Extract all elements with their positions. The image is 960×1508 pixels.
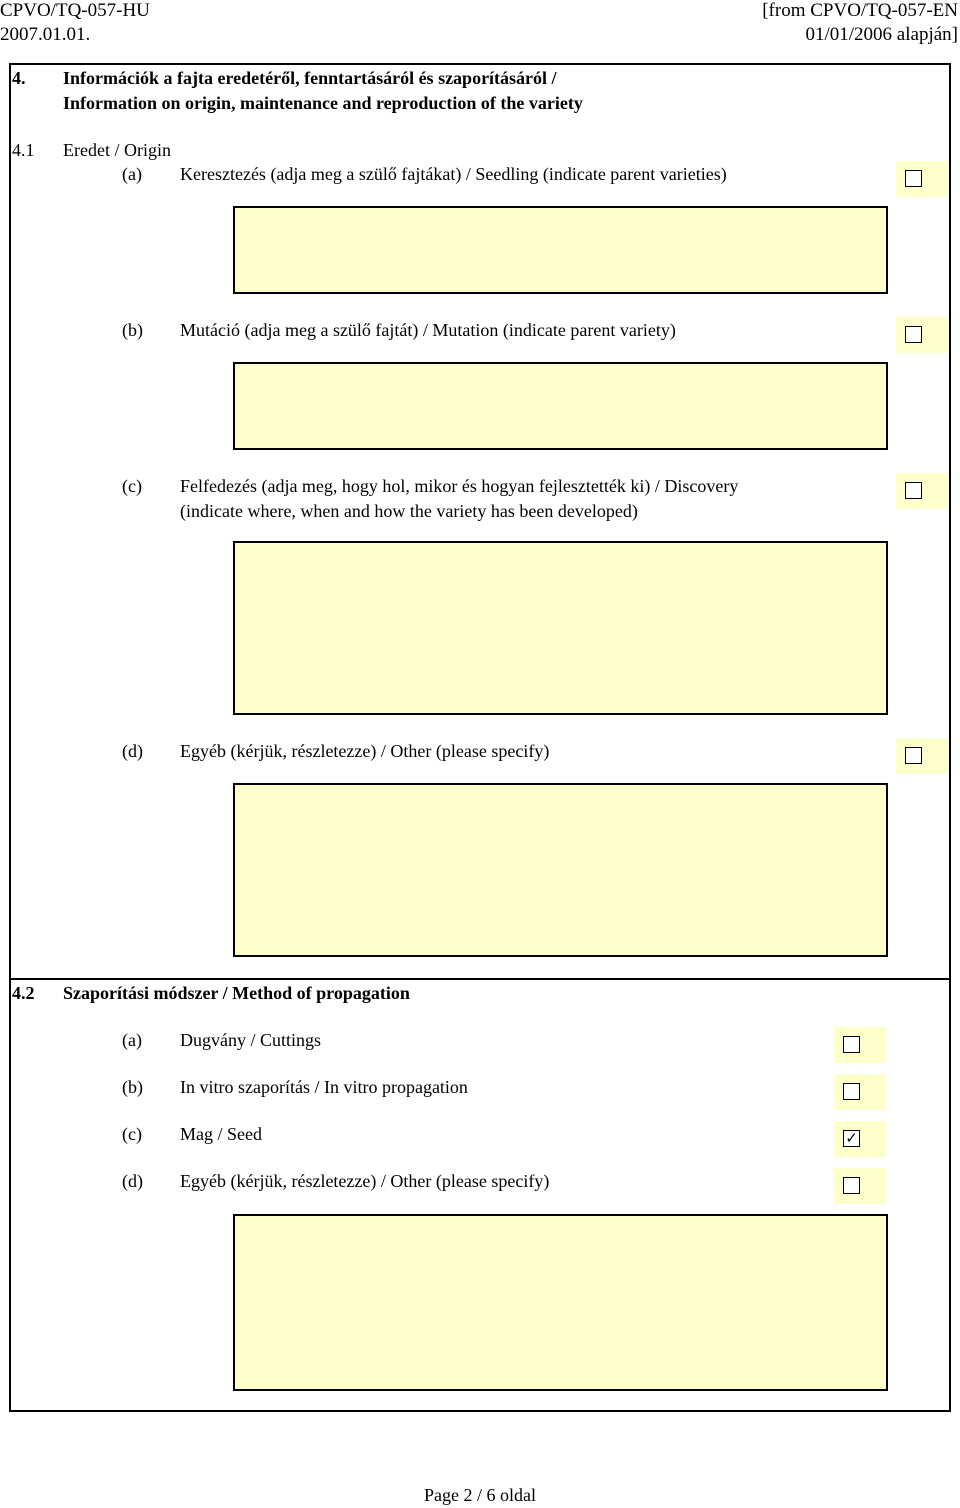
propagation-c-label: Mag / Seed — [180, 1124, 262, 1144]
propagation-d-label: Egyéb (kérjük, részletezze) / Other (please specify) — [180, 1171, 550, 1191]
propagation-other-checkbox[interactable] — [843, 1177, 860, 1194]
from-reference: [from CPVO/TQ-057-EN — [762, 0, 958, 21]
seedling-parents-field[interactable] — [233, 206, 888, 294]
from-date: 01/01/2006 alapján] — [805, 24, 958, 45]
doc-code: CPVO/TQ-057-HU — [0, 0, 150, 21]
propagation-a-label: Dugvány / Cuttings — [180, 1030, 322, 1050]
origin-d-checkbox-area — [896, 738, 948, 774]
page-number: Page 2 / 6 oldal — [424, 1485, 536, 1505]
doc-date: 2007.01.01. — [0, 24, 91, 45]
propagation-b-checkbox-area — [834, 1074, 886, 1110]
origin-a-letter: (a) — [122, 164, 142, 184]
mutation-parent-field[interactable] — [233, 362, 888, 450]
section-number: 4. — [12, 68, 26, 88]
origin-other-field[interactable] — [233, 783, 888, 957]
propagation-a-letter: (a) — [122, 1030, 142, 1050]
seedling-checkbox[interactable] — [905, 170, 922, 187]
propagation-b-letter: (b) — [122, 1077, 143, 1097]
origin-c-letter: (c) — [122, 476, 142, 496]
propagation-d-checkbox-area — [834, 1168, 886, 1204]
origin-c-label: Felfedezés (adja meg, hogy hol, mikor és hogyan fejlesztették ki) / Discovery — [180, 476, 739, 496]
section-title-hu: Információk a fajta eredetéről, fenntartásáról és szaporításáról / — [63, 68, 557, 88]
origin-a-label: Keresztezés (adja meg a szülő fajtákat) / Seedling (indicate parent varieties) — [180, 164, 727, 184]
section-title-en: Information on origin, maintenance and reproduction of the variety — [63, 93, 583, 113]
propagation-a-checkbox-area — [834, 1027, 886, 1063]
origin-d-label: Egyéb (kérjük, részletezze) / Other (please specify) — [180, 741, 550, 761]
mutation-checkbox[interactable] — [905, 326, 922, 343]
propagation-c-checkbox-area — [834, 1121, 886, 1157]
origin-c-checkbox-area — [896, 473, 948, 509]
seed-checkbox[interactable]: ✓ — [843, 1130, 860, 1147]
origin-b-checkbox-area — [896, 317, 948, 353]
propagation-d-letter: (d) — [122, 1171, 143, 1191]
cuttings-checkbox[interactable] — [843, 1036, 860, 1053]
origin-other-checkbox[interactable] — [905, 747, 922, 764]
origin-a-checkbox-area — [896, 161, 948, 197]
propagation-b-label: In vitro szaporítás / In vitro propagation — [180, 1077, 468, 1097]
origin-d-letter: (d) — [122, 741, 143, 761]
discovery-details-field[interactable] — [233, 541, 888, 715]
origin-number: 4.1 — [12, 140, 35, 160]
discovery-checkbox[interactable] — [905, 482, 922, 499]
propagation-number: 4.2 — [12, 983, 35, 1003]
origin-c-label-2: (indicate where, when and how the variety has been developed) — [180, 501, 638, 521]
propagation-c-letter: (c) — [122, 1124, 142, 1144]
propagation-title: Szaporítási módszer / Method of propagation — [63, 983, 410, 1003]
in-vitro-checkbox[interactable] — [843, 1083, 860, 1100]
origin-title: Eredet / Origin — [63, 140, 171, 160]
origin-b-label: Mutáció (adja meg a szülő fajtát) / Mutation (indicate parent variety) — [180, 320, 676, 340]
propagation-other-field[interactable] — [233, 1214, 888, 1391]
origin-b-letter: (b) — [122, 320, 143, 340]
